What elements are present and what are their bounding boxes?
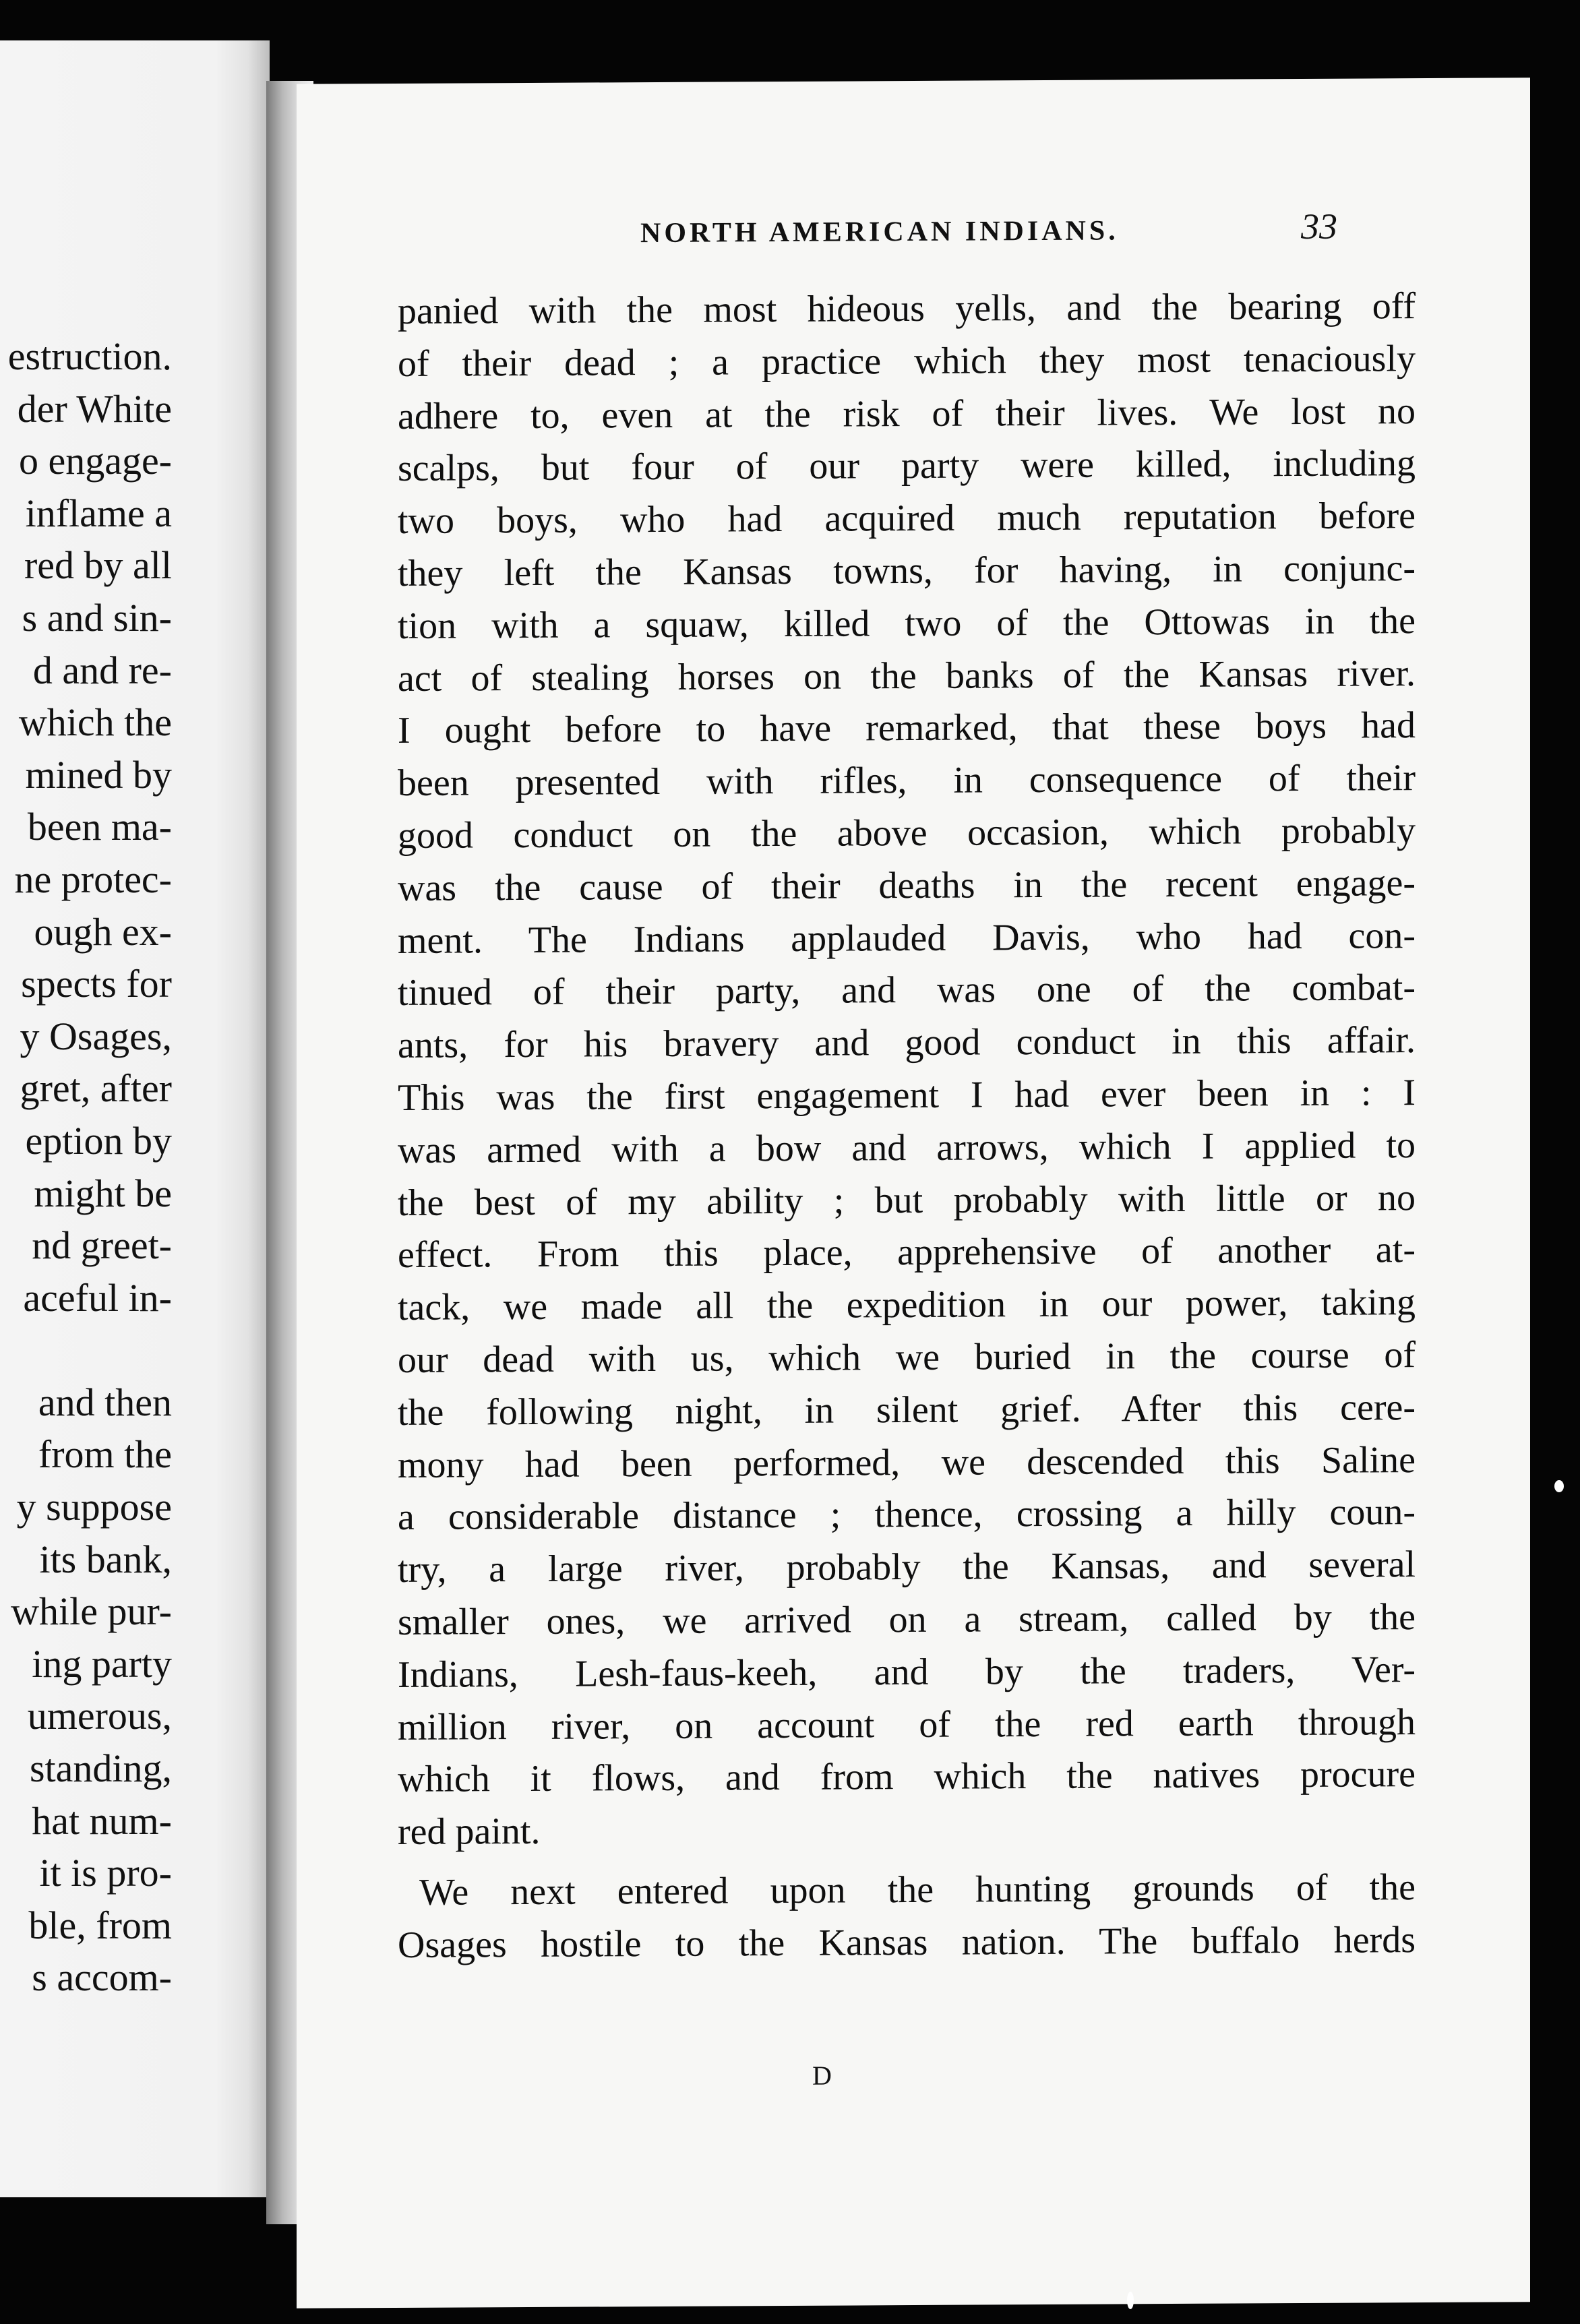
body-text — [398, 280, 1416, 1971]
text-line: a considerable distance ; thence, crossing a hilly coun- — [398, 1491, 1416, 1539]
text-line: tion with a squaw, killed two of the Ottowas in the — [398, 599, 1416, 647]
left-page-line: while pur- — [11, 1589, 172, 1634]
text-line: the following night, in silent grief. After this cere- — [398, 1386, 1416, 1434]
text-line: smaller ones, we arrived on a stream, called by the — [398, 1596, 1416, 1643]
left-page-line: gret, after — [20, 1066, 172, 1111]
left-page-line: been ma- — [27, 805, 172, 849]
text-line: Indians, Lesh-faus-keeh, and by the traders, Ver- — [398, 1648, 1416, 1696]
text-line: tinued of their party, and was one of the combat- — [398, 967, 1416, 1014]
text-line: mony had been performed, we descended this Saline — [398, 1438, 1416, 1486]
text-line: effect. From this place, apprehensive of another at- — [398, 1229, 1416, 1277]
text-line: Osages hostile to the Kansas nation. The buffalo herds — [398, 1918, 1416, 1966]
left-page-line: umerous, — [27, 1694, 172, 1738]
left-page-line: nd greet- — [32, 1223, 172, 1268]
left-page-line: aceful in- — [23, 1275, 172, 1320]
left-page — [0, 40, 270, 2197]
left-page-line: red by all — [24, 543, 172, 588]
text-line: our dead with us, which we buried in the course of — [398, 1334, 1416, 1381]
text-line: was armed with a bow and arrows, which I applied to — [398, 1124, 1416, 1171]
text-line: tack, we made all the expedition in our power, taking — [398, 1281, 1416, 1329]
text-line: I ought before to have remarked, that these boys had — [398, 704, 1416, 752]
left-page-line: ble, from — [28, 1903, 172, 1947]
left-page-text — [0, 330, 172, 2004]
right-page — [297, 78, 1530, 2308]
text-line: adhere to, even at the risk of their lives. We lost no — [398, 390, 1416, 437]
left-page-line: inflame a — [25, 491, 172, 535]
text-line: ment. The Indians applauded Davis, who had con- — [398, 914, 1416, 962]
left-page-line: mined by — [25, 752, 172, 797]
left-page-line: hat num- — [32, 1798, 172, 1843]
text-line: good conduct on the above occasion, which probably — [398, 809, 1416, 857]
text-line: the best of my ability ; but probably with little or no — [398, 1176, 1416, 1224]
running-title: NORTH AMERICAN INDIANS. — [640, 215, 1119, 249]
text-line: red paint. — [398, 1810, 541, 1854]
text-line: try, a large river, probably the Kansas, and several — [398, 1543, 1416, 1591]
left-page-line: d and re- — [32, 648, 172, 692]
text-line: act of stealing horses on the banks of the Kansas river. — [398, 652, 1416, 700]
left-page-line — [0, 1324, 172, 1376]
text-line: of their dead ; a practice which they most tenaciously — [398, 337, 1416, 385]
left-page-line: s and sin- — [22, 595, 172, 640]
dust-speck — [1554, 1480, 1564, 1492]
left-page-line: y suppose — [16, 1485, 172, 1529]
text-line: ants, for his bravery and good conduct in this affair. — [398, 1019, 1416, 1067]
left-page-line: and then — [38, 1380, 172, 1424]
page-header — [297, 206, 1530, 266]
left-page-line: ough ex- — [34, 909, 172, 954]
text-line: million river, on account of the red earth through — [398, 1701, 1416, 1748]
text-line: been presented with rifles, in consequence of their — [398, 757, 1416, 805]
left-page-line: might be — [34, 1171, 172, 1215]
left-page-line: estruction. — [7, 334, 172, 378]
text-line: scalps, but four of our party were killed, including — [398, 442, 1416, 490]
left-page-line: from the — [38, 1432, 172, 1477]
text-line: which it flows, and from which the natives procure — [398, 1753, 1416, 1801]
left-page-line: which the — [18, 700, 172, 745]
left-page-line: ing party — [32, 1641, 172, 1686]
left-page-line: eption by — [25, 1118, 172, 1163]
left-page-line: it is pro- — [39, 1851, 172, 1895]
text-line: was the cause of their deaths in the recent engage- — [398, 861, 1416, 909]
left-page-line: its bank, — [39, 1537, 172, 1581]
text-line: We next entered upon the hunting grounds of the — [419, 1866, 1416, 1914]
left-page-line: ne protec- — [14, 857, 172, 901]
left-page-line: spects for — [21, 962, 172, 1006]
text-line: two boys, who had acquired much reputation before — [398, 495, 1416, 543]
page-number: 33 — [1301, 206, 1337, 247]
text-line: panied with the most hideous yells, and the bearing off — [398, 285, 1416, 333]
left-page-line: s accom- — [32, 1955, 172, 2000]
left-page-line: o engage- — [18, 439, 172, 483]
left-page-line: standing, — [29, 1746, 172, 1791]
left-page-line: y Osages, — [20, 1014, 172, 1058]
left-page-line: der White — [17, 386, 172, 431]
signature-mark: D — [812, 2060, 832, 2091]
text-line: This was the first engagement I had ever been in : I — [398, 1072, 1416, 1119]
text-line: they left the Kansas towns, for having, in conjunc- — [398, 547, 1416, 594]
dust-speck — [1127, 2292, 1134, 2309]
